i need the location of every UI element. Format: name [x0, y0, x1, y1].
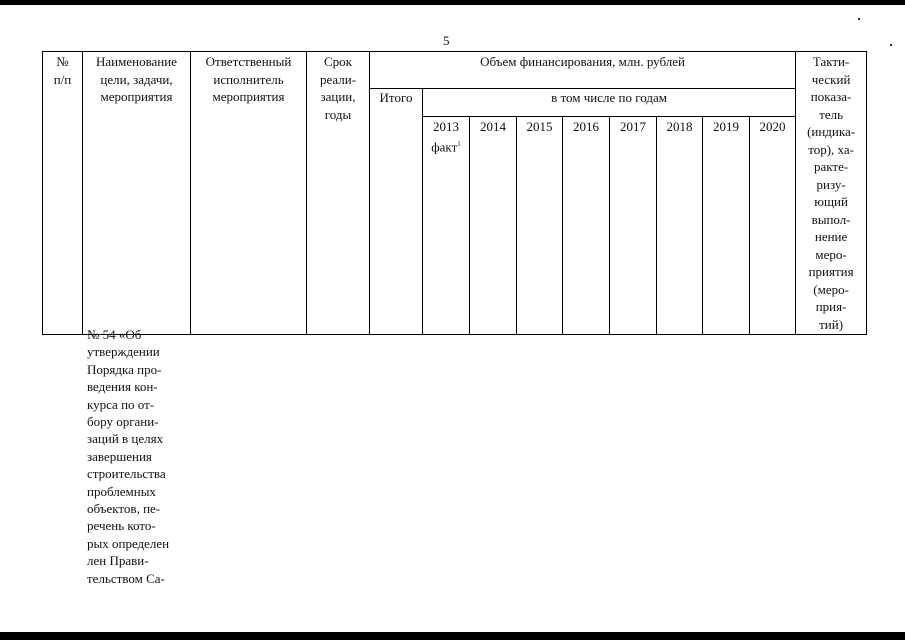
header-funding: Объем финансирования, млн. рублей: [370, 52, 796, 89]
scan-top-edge: [0, 0, 905, 5]
header-year-2015: 2015: [517, 117, 563, 335]
header-executor: Ответственный исполнитель мероприятия: [191, 52, 307, 335]
header-by-years: в том числе по годам: [423, 89, 796, 117]
header-year-2016: 2016: [563, 117, 610, 335]
page-number: 5: [443, 33, 450, 48]
header-num: № п/п: [43, 52, 83, 335]
fact-label: факт: [431, 138, 458, 154]
body-paragraph: № 54 «Об утверждении Порядка про- ведения кон- курса по от- бору органи- заций в целях завершения строительства проблемных объектов, пе- речень кото- рых определен лен Прави- тельством Са-: [87, 327, 170, 586]
header-year-2014: 2014: [470, 117, 517, 335]
program-table: [42, 51, 867, 335]
scan-speck: [858, 18, 860, 20]
scan-bottom-edge: [0, 632, 905, 640]
header-year-2017: 2017: [610, 117, 657, 335]
scan-speck: [890, 44, 892, 46]
header-year-2020: 2020: [750, 117, 796, 335]
header-year-2019: 2019: [703, 117, 750, 335]
header-name: Наименование цели, задачи, мероприятия: [83, 52, 191, 335]
footnote-mark: 1: [457, 139, 461, 148]
header-year-2013: [423, 117, 470, 335]
header-indicator: Такти- ческий показа- тель (индика- тор), ха- ракте- ризу- ющий выпол- нение меро- приятия (меро- прия- тий): [796, 52, 867, 335]
header-term: Срок реали- зации, годы: [307, 52, 370, 335]
header-total: Итого: [370, 89, 423, 335]
year-label: 2013: [433, 119, 459, 134]
header-year-2018: 2018: [657, 117, 703, 335]
